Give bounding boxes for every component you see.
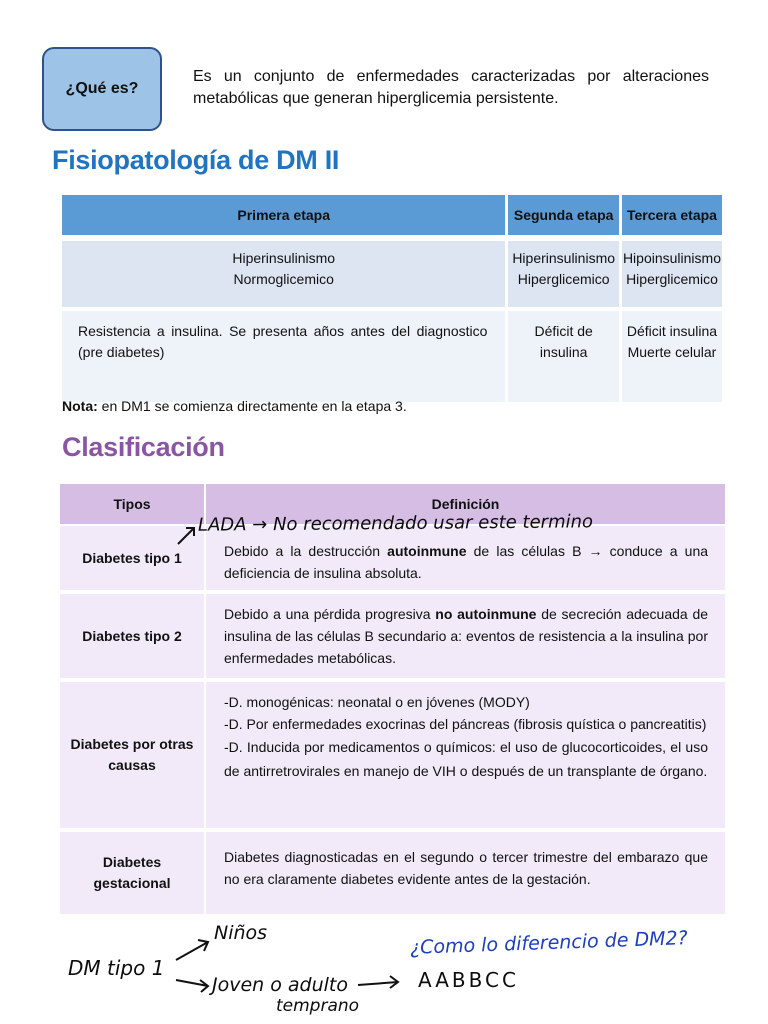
cell-line: Normoglicemico [233, 271, 334, 287]
def-line: -D. Por enfermedades exocrinas del páncreas (fibrosis quística o pancreatitis) [224, 716, 707, 732]
lada-note: LADA → No recomendado usar este termino [197, 511, 594, 536]
tipo-cell: Diabetes tipo 1 [60, 526, 206, 594]
codes-note: AABBCC [418, 968, 519, 992]
cell-line: Hiperglicemico [626, 271, 718, 287]
cell-line: Hipoinsulinismo [622, 250, 721, 266]
header-definicion: Definición [206, 484, 725, 526]
def-line: -D. Inducida por medicamentos o químicos: el uso de glucocorticoides, el uso de antirretrovirales en manejo de VIH o después de un transplante de órgano. [224, 739, 708, 779]
def-text: Debido a la destrucción [224, 543, 388, 559]
tipo-cell: Diabetes por otras causas [60, 682, 206, 832]
def-text: Diabetes diagnosticadas en el segundo o tercer trimestre del embarazo que no era claramente diabetes evidente antes de la gestación. [224, 849, 708, 887]
tipo-cell: Diabetes tipo 2 [60, 594, 206, 682]
header-tercera-etapa: Tercera etapa [622, 195, 722, 235]
clasificacion-title: Clasificación [62, 432, 225, 462]
question-note: ¿Como lo diferencio de DM2? [409, 927, 689, 959]
ninos-note: Niños [214, 922, 268, 944]
def-text: Debido a una pérdida progresiva [224, 606, 436, 622]
def-text: de secreción adecuada de insulina de las células B secundario a: eventos de resistencia a la insulina por enfermedades metabólicas. [224, 606, 709, 666]
arrow-icon [358, 976, 398, 988]
que-es-definition: Es un conjunto de enfermedades caracterizadas por alteraciones metabólicas que generan hiperglicemia persistente. [193, 68, 709, 107]
cell-line: Déficit de insulina [534, 323, 593, 360]
cell-line: Hiperglicemico [517, 271, 610, 287]
fisiopatologia-title: Fisiopatología de DM II [52, 145, 340, 175]
dm-tipo1-note: DM tipo 1 [68, 956, 165, 980]
header-primera-etapa: Primera etapa [62, 195, 505, 235]
def-bold: autoinmune [387, 543, 467, 559]
nota-label: Nota: [62, 398, 98, 414]
def-bold: no autoinmune [435, 606, 537, 622]
tipo-cell: Diabetes gestacional [60, 832, 206, 918]
arrow-icon [176, 980, 208, 992]
cell-line: Resistencia a insulina. Se presenta años antes del diagnostico (pre diabetes) [78, 323, 488, 360]
que-es-label: ¿Qué es? [65, 80, 139, 97]
cell-line: Hiperinsulinismo [232, 250, 336, 266]
joven-adulto-note: Joven o adulto [212, 974, 349, 996]
nota-body: en DM1 se comienza directamente en la etapa 3. [97, 398, 407, 414]
header-tipos: Tipos [60, 484, 206, 526]
header-segunda-etapa: Segunda etapa [508, 195, 619, 235]
temprano-note: temprano [276, 996, 360, 1016]
cell-line: Muerte celular [627, 344, 717, 360]
def-text: de las células B → conduce a una deficiencia de insulina absoluta. [224, 543, 709, 581]
cell-line: Déficit insulina [626, 323, 718, 339]
cell-line: Hiperinsulinismo [512, 250, 616, 266]
def-line: -D. monogénicas: neonatal o en jóvenes (MODY) [224, 694, 530, 710]
arrow-icon [176, 940, 208, 960]
arrow-icon [178, 528, 194, 544]
